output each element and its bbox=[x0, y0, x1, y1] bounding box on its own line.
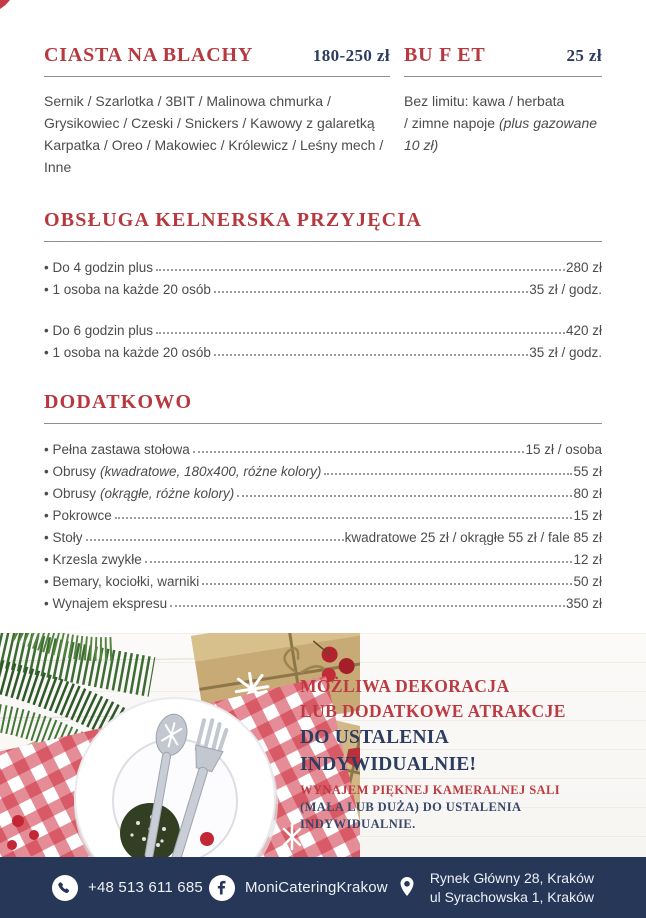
promo-text bbox=[300, 674, 620, 833]
price-row bbox=[44, 457, 602, 479]
row-label: • Obrusy bbox=[44, 486, 96, 501]
ciasta-body: Sernik / Szarlotka / 3BIT / Malinowa chmurka / Grysikowiec / Czeski / Snickers / Kawowy z galaretką Karpatka / Oreo / Makowiec / Królewicz / Leśny mech / Inne bbox=[44, 93, 384, 175]
dot-leader bbox=[214, 291, 528, 293]
footer-address bbox=[394, 869, 594, 907]
bufet-title: BU F ET bbox=[404, 44, 486, 66]
row-price: 15 zł bbox=[573, 508, 602, 523]
row-label: • Krzesla zwykłe bbox=[44, 552, 142, 567]
row-price: kwadratowe 25 zł / okrągłe 55 zł / fale 85 zł bbox=[344, 530, 602, 545]
promo-line-6: INDYWIDUALNIE. bbox=[300, 817, 416, 831]
row-price: 50 zł bbox=[573, 574, 602, 589]
dot-leader bbox=[86, 539, 344, 541]
promo-line-3: DO USTALENIA INDYWIDUALNIE! bbox=[300, 727, 477, 775]
ciasta-header bbox=[44, 44, 390, 77]
price-row bbox=[44, 275, 602, 297]
footer-phone bbox=[52, 875, 203, 901]
row-label-note: (kwadratowe, 180x400, różne kolory) bbox=[100, 464, 322, 479]
ciasta-title: CIASTA NA BLACHY bbox=[44, 44, 254, 66]
ciasta-price: 180-250 zł bbox=[312, 46, 390, 65]
dot-leader bbox=[237, 495, 572, 497]
dot-leader bbox=[202, 583, 572, 585]
price-row bbox=[44, 545, 602, 567]
row-price: 80 zł bbox=[573, 486, 602, 501]
obsluga-rows bbox=[44, 253, 602, 360]
facebook-icon bbox=[209, 875, 235, 901]
price-row bbox=[44, 501, 602, 523]
row-label: • 1 osoba na każde 20 osób bbox=[44, 345, 211, 360]
bufet-line2-note: (plus gazowane 10 zł) bbox=[404, 115, 598, 153]
location-pin-icon bbox=[394, 875, 420, 901]
dot-leader bbox=[156, 269, 565, 271]
bufet-header bbox=[404, 44, 602, 77]
row-price: 15 zł / osoba bbox=[525, 442, 602, 457]
promo-line-5: (MAŁA LUB DUŻA) DO USTALENIA bbox=[300, 800, 522, 814]
row-label: • Do 6 godzin plus bbox=[44, 323, 153, 338]
dodatkowo-rule bbox=[44, 423, 602, 424]
dodatkowo-title: DODATKOWO bbox=[44, 391, 193, 413]
dot-leader bbox=[156, 332, 565, 334]
dot-leader bbox=[170, 605, 565, 607]
promo-line-4: WYNAJEM PIĘKNEJ KAMERALNEJ SALI bbox=[300, 783, 560, 797]
price-row bbox=[44, 435, 602, 457]
row-label-note: (okrągłe, różne kolory) bbox=[100, 486, 235, 501]
section-dodatkowo bbox=[44, 391, 602, 611]
contact-footer bbox=[0, 857, 646, 918]
section-ciasta bbox=[44, 44, 390, 178]
row-price: 35 zł / godz. bbox=[529, 345, 602, 360]
facebook-handle: MoniCateringKrakow bbox=[244, 879, 388, 896]
row-price: 280 zł bbox=[565, 260, 602, 275]
price-row bbox=[44, 316, 602, 338]
row-label: • Pełna zastawa stołowa bbox=[44, 442, 190, 457]
dot-leader bbox=[145, 561, 573, 563]
dot-leader bbox=[324, 473, 572, 475]
row-price: 350 zł bbox=[565, 596, 602, 611]
row-label: • Bemary, kociołki, warniki bbox=[44, 574, 199, 589]
row-price: 55 zł bbox=[573, 464, 602, 479]
group-gap bbox=[44, 297, 602, 316]
obsluga-title: OBSŁUGA KELNERSKA PRZYJĘCIA bbox=[44, 209, 423, 231]
section-bufet bbox=[404, 44, 602, 178]
price-row bbox=[44, 567, 602, 589]
footer-facebook bbox=[209, 875, 388, 901]
price-row bbox=[44, 479, 602, 501]
price-row bbox=[44, 338, 602, 360]
bufet-body bbox=[404, 90, 602, 156]
row-price: 35 zł / godz. bbox=[529, 282, 602, 297]
phone-number: +48 513 611 685 bbox=[88, 879, 203, 896]
row-label: • 1 osoba na każde 20 osób bbox=[44, 282, 211, 297]
row-label: • Stoły bbox=[44, 530, 83, 545]
row-label: • Wynajem ekspresu bbox=[44, 596, 167, 611]
dot-leader bbox=[193, 451, 525, 453]
row-price: 12 zł bbox=[573, 552, 602, 567]
row-price: 420 zł bbox=[565, 323, 602, 338]
promo-line-2: LUB DODATKOWE ATRAKCJE bbox=[300, 701, 566, 721]
phone-icon bbox=[52, 875, 78, 901]
row-label: • Obrusy bbox=[44, 464, 96, 479]
price-row bbox=[44, 253, 602, 275]
dot-leader bbox=[115, 517, 573, 519]
dodatkowo-rows bbox=[44, 435, 602, 611]
row-label: • Do 4 godzin plus bbox=[44, 260, 153, 275]
bufet-line2: / zimne napoje bbox=[404, 115, 499, 131]
section-obsluga bbox=[44, 209, 602, 360]
top-columns bbox=[44, 0, 602, 178]
price-row bbox=[44, 589, 602, 611]
price-row bbox=[44, 523, 602, 545]
obsluga-rule bbox=[44, 241, 602, 242]
promo-line-1: MOŻLIWA DEKORACJA bbox=[300, 676, 510, 696]
address-line-1: Rynek Główny 28, Kraków bbox=[429, 869, 594, 886]
dot-leader bbox=[214, 354, 528, 356]
address-line-2: ul Syrachowska 1, Kraków bbox=[429, 888, 594, 905]
bufet-price: 25 zł bbox=[566, 46, 602, 65]
bufet-line1: Bez limitu: kawa / herbata bbox=[404, 93, 565, 109]
row-label: • Pokrowce bbox=[44, 508, 112, 523]
christmas-photo-band bbox=[0, 633, 646, 858]
